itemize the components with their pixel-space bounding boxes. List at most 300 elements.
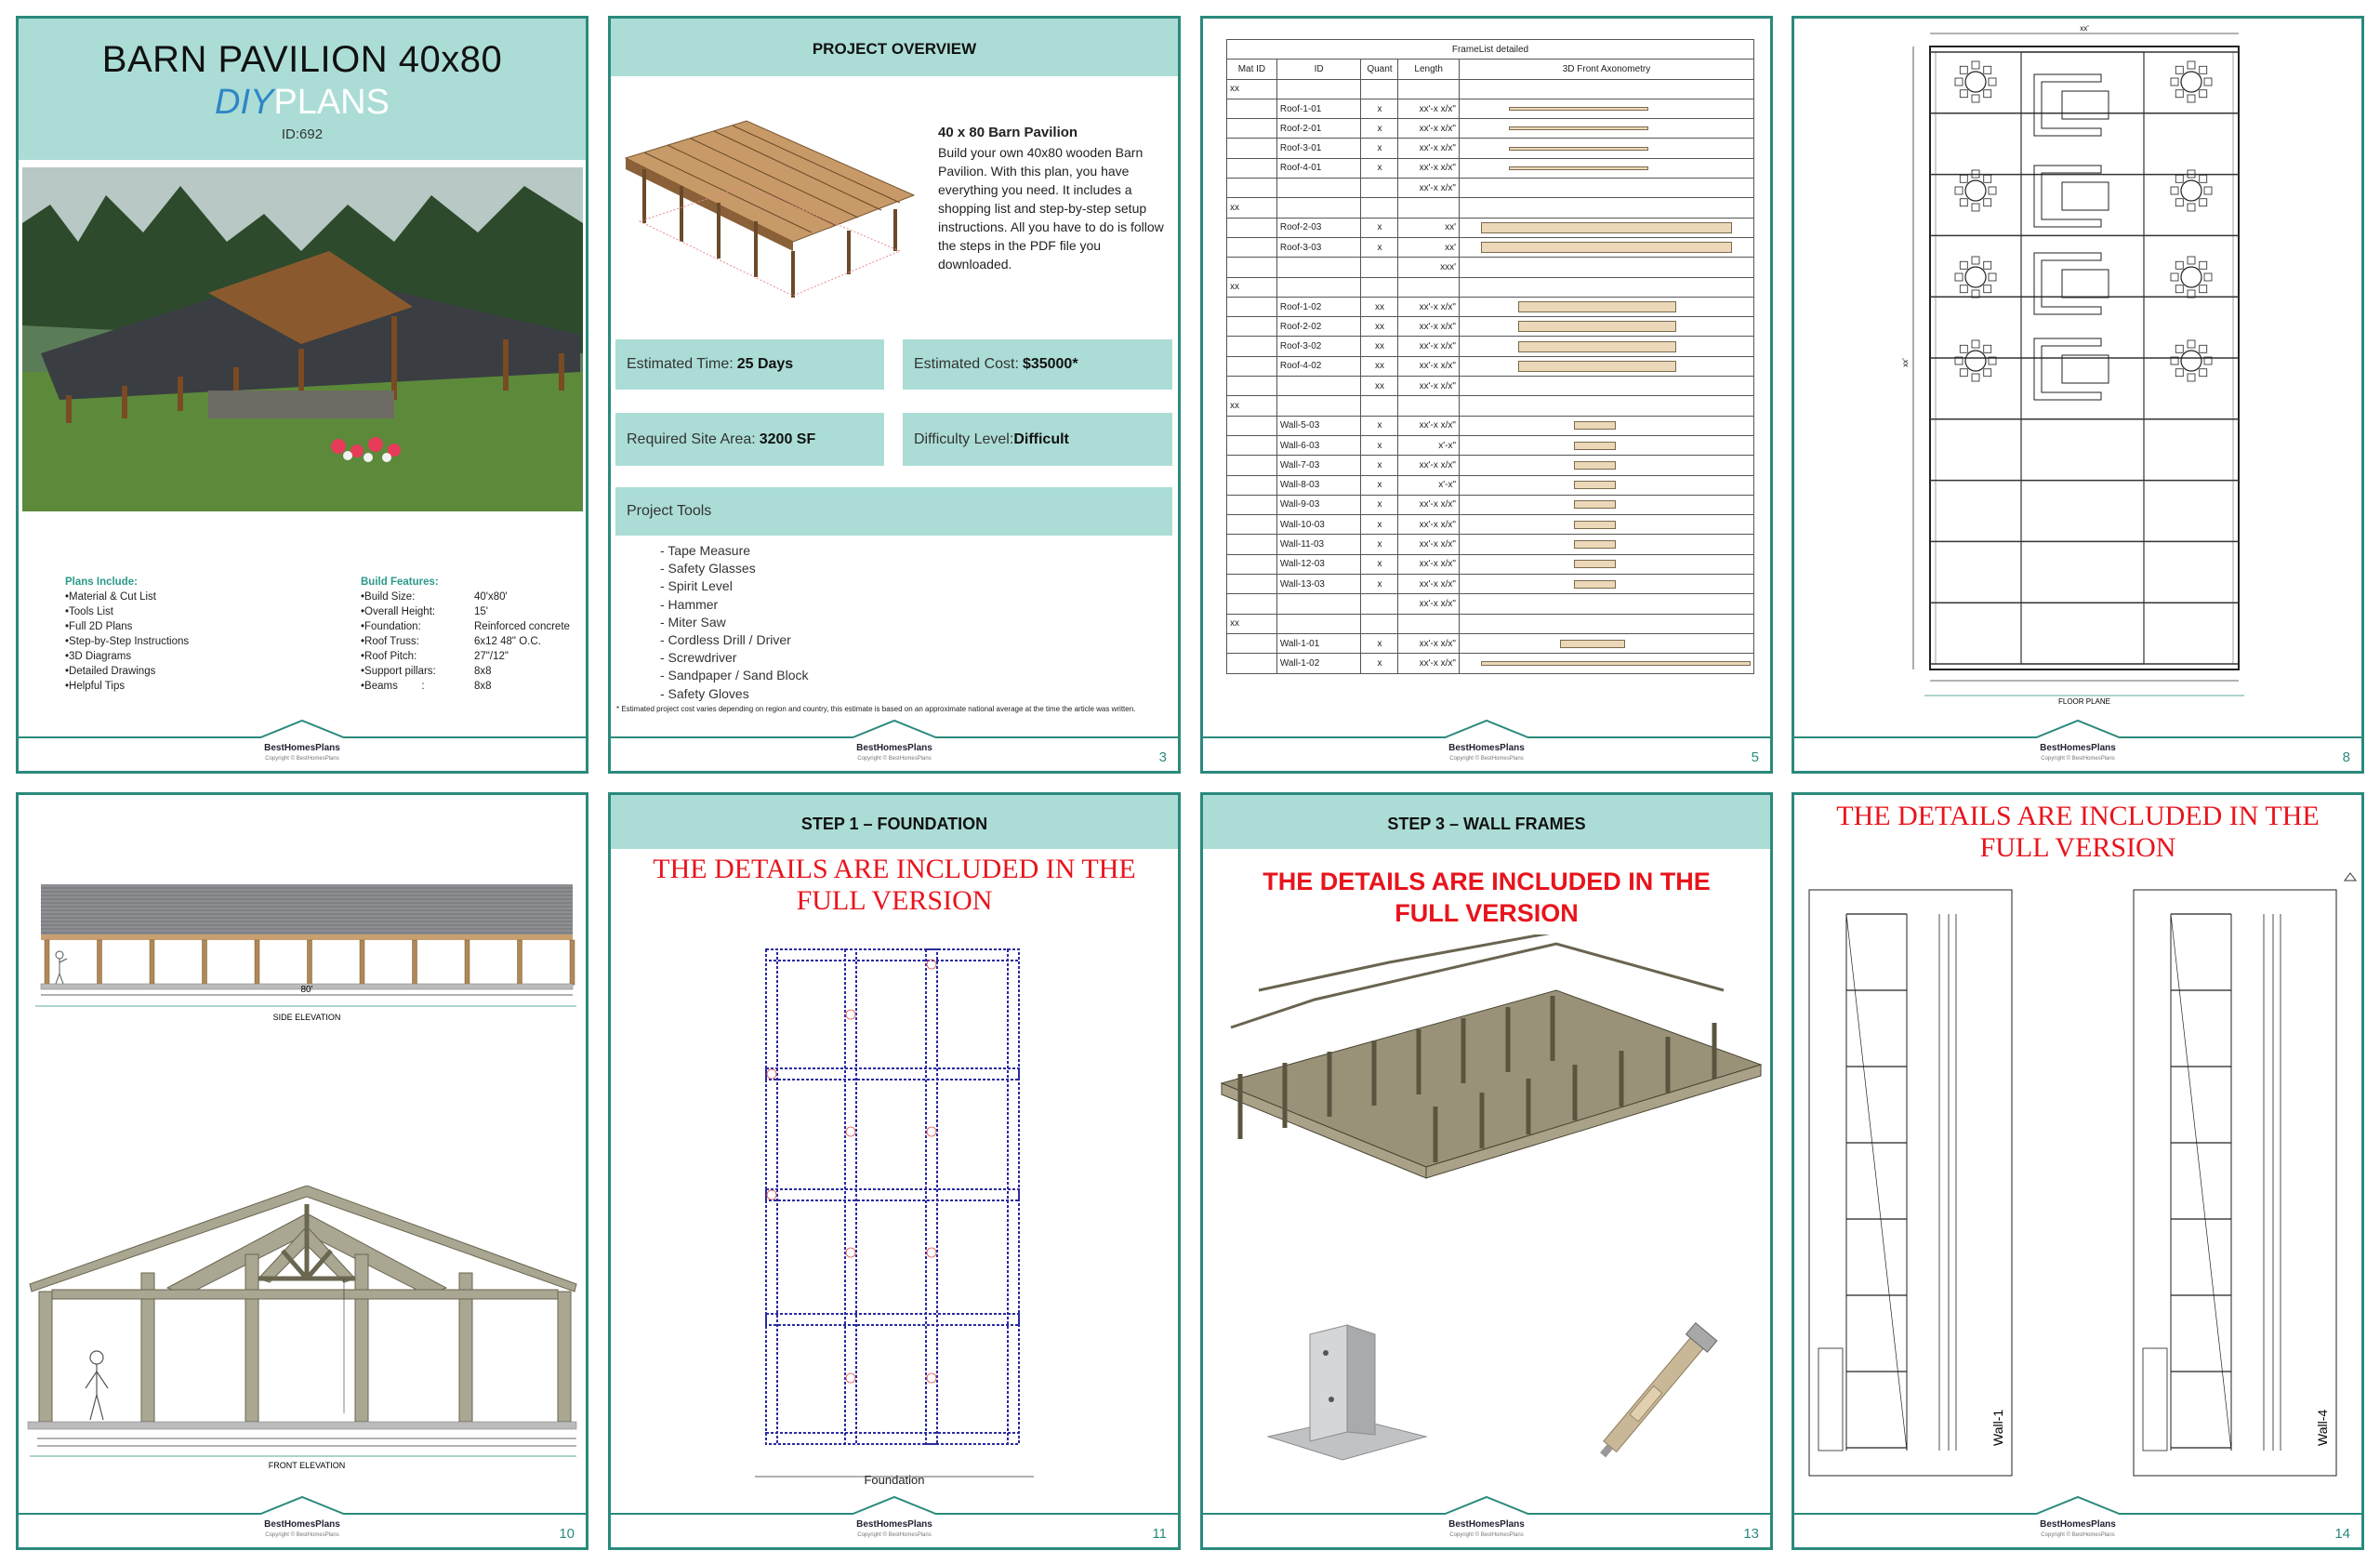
cell-len: xx'-x x/x"	[1398, 158, 1460, 178]
cell-mat	[1227, 654, 1277, 673]
framelist-table	[1226, 39, 1754, 674]
plans-include-item: •3D Diagrams	[65, 651, 132, 662]
side-elevation-posts	[45, 940, 575, 985]
round-table	[1955, 61, 1996, 102]
chair	[2188, 257, 2195, 264]
cell-id: Roof-1-02	[1276, 297, 1361, 316]
page-footer	[1203, 1491, 1770, 1547]
tool-item: - Tape Measure	[660, 543, 751, 558]
round-table	[1955, 170, 1996, 211]
framelist-row	[1227, 277, 1754, 297]
cell-q: x	[1361, 575, 1398, 594]
framelist-row	[1227, 377, 1754, 396]
framelist-row	[1227, 119, 1754, 139]
cell-id	[1276, 614, 1361, 633]
col-header: ID	[1276, 60, 1361, 79]
footer-roof-line	[19, 715, 586, 743]
anchor-marker	[927, 1373, 936, 1383]
chair	[1972, 204, 1979, 211]
estimated-time	[615, 339, 884, 390]
footing-row	[766, 1068, 1019, 1080]
step1-header: STEP 1 – FOUNDATION	[611, 795, 1178, 849]
chair	[2175, 175, 2183, 182]
feature-value: 6x12 48" O.C.	[474, 636, 541, 647]
feature-key: •Overall Height:	[361, 606, 436, 617]
chair	[1984, 261, 1991, 269]
project-tools-band	[615, 487, 1172, 536]
member-bar	[1574, 521, 1616, 529]
framelist-row	[1227, 158, 1754, 178]
footer-brand: BestHomesPlans	[856, 743, 932, 753]
side-elevation-label: SIDE ELEVATION	[272, 1013, 341, 1022]
cell-q	[1361, 79, 1398, 99]
required-site-area	[615, 413, 884, 466]
cell-mat	[1227, 317, 1277, 337]
cell-mat	[1227, 554, 1277, 574]
cover-title-band	[19, 19, 586, 160]
post	[570, 940, 575, 985]
chair	[2175, 66, 2183, 73]
foundation-caption: Foundation	[864, 1473, 925, 1487]
cell-id	[1276, 198, 1361, 218]
chair	[2200, 66, 2207, 73]
anchor-marker	[846, 1010, 855, 1019]
cell-axonometry	[1460, 416, 1754, 435]
cell-len: xx'-x x/x"	[1398, 99, 1460, 118]
cell-mat	[1227, 416, 1277, 435]
cell-q	[1361, 614, 1398, 633]
member-bar	[1481, 242, 1732, 253]
cell-len: xx'-x x/x"	[1398, 337, 1460, 356]
cell-axonometry	[1460, 396, 1754, 416]
chair	[1960, 285, 1967, 293]
chair	[1972, 95, 1979, 102]
feature-row	[361, 679, 584, 694]
cell-mat: xx	[1227, 277, 1277, 297]
sofa-group	[2034, 253, 2109, 314]
front-elevation-label: FRONT ELEVATION	[268, 1461, 346, 1470]
cell-axonometry	[1460, 317, 1754, 337]
page-footer	[1794, 715, 2361, 771]
plans-include-item: •Tools List	[65, 606, 113, 617]
cell-id	[1276, 258, 1361, 277]
cell-axonometry	[1460, 179, 1754, 198]
cell-axonometry	[1460, 515, 1754, 535]
cell-id: Wall-6-03	[1276, 435, 1361, 455]
cell-len: xx'-x x/x"	[1398, 654, 1460, 673]
footer-copyright: Copyright © BestHomesPlans	[857, 756, 932, 762]
chair	[1960, 369, 1967, 377]
cell-axonometry	[1460, 237, 1754, 257]
floor-beams	[1930, 52, 2239, 664]
framelist-body	[1227, 79, 1754, 673]
anchor-bolt	[1566, 1316, 1752, 1465]
dining-tables	[1955, 61, 2212, 381]
cell-axonometry	[1460, 158, 1754, 178]
cell-id: Roof-4-01	[1276, 158, 1361, 178]
framelist-row	[1227, 475, 1754, 495]
cell-q: xx	[1361, 297, 1398, 316]
overview-header: PROJECT OVERVIEW	[611, 19, 1178, 76]
cell-axonometry	[1460, 297, 1754, 316]
cell-len: xx'-x x/x"	[1398, 515, 1460, 535]
chair	[2188, 340, 2195, 348]
cell-q: xx	[1361, 377, 1398, 396]
footer-copyright: Copyright © BestHomesPlans	[857, 1532, 932, 1538]
details-notice-line1: THE DETAILS ARE INCLUDED IN THE	[1836, 801, 2320, 831]
cell-axonometry	[1460, 79, 1754, 99]
post	[98, 940, 102, 985]
section-detail	[2143, 1348, 2167, 1451]
details-notice-line1: THE DETAILS ARE INCLUDED IN THE	[653, 854, 1136, 884]
wall-1-label: Wall-1	[1990, 1409, 2005, 1446]
cell-len: xx'-x x/x"	[1398, 416, 1460, 435]
estimated-cost-value: $35000*	[1022, 356, 1078, 372]
coffee-table	[2062, 355, 2109, 383]
cell-axonometry	[1460, 356, 1754, 376]
cell-q: x	[1361, 456, 1398, 475]
plans-include-title: Plans Include:	[65, 577, 138, 588]
chair	[2204, 78, 2212, 86]
pavilion-3d-render	[616, 112, 919, 311]
cell-len: xx'-x x/x"	[1398, 456, 1460, 475]
cell-mat	[1227, 575, 1277, 594]
cell-mat	[1227, 237, 1277, 257]
sofa	[2034, 74, 2101, 136]
cell-len: xx'-x x/x"	[1398, 356, 1460, 376]
col-header: Length	[1398, 60, 1460, 79]
framelist-row	[1227, 218, 1754, 237]
member-bar	[1481, 222, 1732, 233]
cell-id: Roof-2-01	[1276, 119, 1361, 139]
member-bar	[1509, 147, 1648, 151]
footer-roof-line	[19, 1491, 586, 1519]
cell-q: x	[1361, 99, 1398, 118]
top-dimension: xx'	[2080, 24, 2089, 33]
cell-mat	[1227, 535, 1277, 554]
table-top	[1965, 180, 1986, 201]
chair	[1955, 78, 1963, 86]
anchor-marker	[846, 1248, 855, 1257]
wall-frames-3d	[1203, 934, 1770, 1213]
chair	[2200, 369, 2207, 377]
framelist-row	[1227, 356, 1754, 376]
details-notice-line2: FULL VERSION	[1395, 899, 1579, 927]
wall-1-drawing	[1818, 914, 1956, 1451]
chair	[2175, 285, 2183, 293]
cell-q	[1361, 277, 1398, 297]
framelist-row	[1227, 495, 1754, 514]
cell-q: x	[1361, 495, 1398, 514]
chair	[1960, 175, 1967, 182]
plans-include-item: •Material & Cut List	[65, 591, 156, 603]
member-bar	[1574, 461, 1616, 470]
post	[413, 940, 417, 985]
cell-id: Wall-1-01	[1276, 633, 1361, 653]
cell-q: xx	[1361, 317, 1398, 337]
wall-4-drawing	[2143, 914, 2281, 1451]
tools-list	[660, 542, 809, 703]
page-number: 5	[1751, 749, 1759, 765]
page-number: 3	[1158, 749, 1167, 765]
member-bar	[1509, 166, 1648, 170]
cell-q	[1361, 396, 1398, 416]
cell-len	[1398, 396, 1460, 416]
cell-axonometry	[1460, 435, 1754, 455]
post-base-bracket	[1259, 1316, 1435, 1465]
framelist-row	[1227, 396, 1754, 416]
framelist-row	[1227, 179, 1754, 198]
tool-item: - Spirit Level	[660, 578, 733, 594]
cell-len: xx'-x x/x"	[1398, 594, 1460, 614]
page-number: 10	[559, 1526, 575, 1542]
col-header: 3D Front Axonometry	[1460, 60, 1754, 79]
plans-include-item: •Step-by-Step Instructions	[65, 636, 190, 647]
difficulty-value: Difficult	[1013, 431, 1069, 447]
framelist-row	[1227, 297, 1754, 316]
framelist-row	[1227, 258, 1754, 277]
feature-value: 40'x80'	[474, 591, 508, 603]
cell-axonometry	[1460, 614, 1754, 633]
member-bar	[1518, 341, 1676, 352]
cell-mat	[1227, 158, 1277, 178]
wall-4-label: Wall-4	[2315, 1409, 2330, 1446]
chair	[2204, 187, 2212, 194]
feature-key: •Roof Pitch:	[361, 651, 417, 662]
round-table	[2171, 257, 2212, 298]
coffee-table	[2062, 270, 2109, 298]
cover-plans: PLANS	[273, 83, 390, 122]
feature-value: Reinforced concrete	[474, 621, 570, 632]
cell-mat	[1227, 99, 1277, 118]
footer-copyright: Copyright © BestHomesPlans	[265, 1532, 339, 1538]
cell-q: x	[1361, 554, 1398, 574]
cell-mat	[1227, 297, 1277, 316]
member-bar	[1518, 301, 1676, 312]
cell-axonometry	[1460, 198, 1754, 218]
chair	[1960, 261, 1967, 269]
page-footer	[1794, 1491, 2361, 1547]
project-tools-label: Project Tools	[627, 503, 712, 519]
cell-len: xx'	[1398, 218, 1460, 237]
feature-row	[361, 604, 584, 619]
member-bar	[1574, 500, 1616, 509]
anchor-marker	[927, 1248, 936, 1257]
framelist-row	[1227, 317, 1754, 337]
cell-axonometry	[1460, 633, 1754, 653]
chair	[2175, 199, 2183, 206]
cell-id: Roof-3-03	[1276, 237, 1361, 257]
cover-diy: DIY	[215, 83, 274, 122]
cell-len: xx'-x x/x"	[1398, 139, 1460, 158]
post	[255, 940, 259, 985]
floor-plan-drawing	[1794, 19, 2361, 707]
footer-copyright: Copyright © BestHomesPlans	[1449, 756, 1524, 762]
cell-axonometry	[1460, 475, 1754, 495]
cell-axonometry	[1460, 218, 1754, 237]
sofa	[2034, 253, 2101, 314]
chair	[1984, 199, 1991, 206]
side-dimension: 80'	[300, 985, 313, 995]
cell-mat	[1227, 435, 1277, 455]
chair	[2188, 61, 2195, 69]
cell-q: xx	[1361, 356, 1398, 376]
member-bar	[1560, 640, 1625, 648]
side-elevation-drawing	[19, 795, 586, 1037]
front-elevation-drawing	[19, 1186, 586, 1474]
table-top	[1965, 72, 1986, 92]
member-bar	[1574, 442, 1616, 450]
cell-q: x	[1361, 435, 1398, 455]
details-notice	[1203, 866, 1770, 929]
cell-len: xx'-x x/x"	[1398, 535, 1460, 554]
footer-copyright: Copyright © BestHomesPlans	[2041, 1532, 2115, 1538]
cover-id: ID:692	[281, 126, 324, 142]
framelist-row	[1227, 435, 1754, 455]
table-top	[1965, 351, 1986, 371]
cell-mat: xx	[1227, 614, 1277, 633]
chair	[1972, 340, 1979, 348]
member-bar	[1509, 107, 1648, 111]
footer-brand: BestHomesPlans	[1448, 743, 1525, 753]
cost-footnote: * Estimated project cost varies depending on region and country, this estimate is based on an approximate national average at the time the article was written.	[616, 705, 1136, 713]
cell-len: xx'-x x/x"	[1398, 377, 1460, 396]
cell-mat	[1227, 356, 1277, 376]
framelist-page	[1200, 16, 1773, 774]
cell-id: Wall-5-03	[1276, 416, 1361, 435]
page-number: 14	[2334, 1526, 2350, 1542]
round-table	[2171, 340, 2212, 381]
product-description: Build your own 40x80 wooden Barn Pavilion. With this plan, you have everything you need. It includes a shopping list and step-by-step setup instructions. All you have to do is follow the steps in the PDF file you downloaded.	[938, 145, 1164, 272]
chair	[2188, 374, 2195, 381]
chair	[1960, 90, 1967, 98]
framelist-row	[1227, 633, 1754, 653]
anchor-marker	[846, 1127, 855, 1136]
round-table	[1955, 340, 1996, 381]
anchor-marker	[767, 1069, 776, 1079]
section-detail	[1818, 1348, 1843, 1451]
estimated-cost	[903, 339, 1172, 390]
site-area-label: Required Site Area:	[627, 431, 756, 447]
anchor-marker	[846, 1373, 855, 1383]
cell-axonometry	[1460, 554, 1754, 574]
member-bar	[1574, 540, 1616, 549]
estimated-cost-label: Estimated Cost:	[914, 356, 1019, 372]
estimated-time-label: Estimated Time:	[627, 356, 734, 372]
tool-item: - Safety Glasses	[660, 561, 756, 577]
cell-mat	[1227, 495, 1277, 514]
framelist-title: FrameList detailed	[1227, 40, 1754, 60]
cell-q: x	[1361, 139, 1398, 158]
details-page	[1792, 792, 2364, 1550]
details-notice-line2: FULL VERSION	[1979, 832, 2176, 863]
col-header: Quant	[1361, 60, 1398, 79]
chair	[1960, 199, 1967, 206]
cell-id: Wall-10-03	[1276, 515, 1361, 535]
chair	[2175, 90, 2183, 98]
cell-axonometry	[1460, 575, 1754, 594]
foundation-blueprint	[611, 795, 1178, 1483]
wall-detail-drawings	[1794, 795, 2361, 1483]
cell-mat	[1227, 475, 1277, 495]
overview-page	[608, 16, 1181, 774]
chair	[1989, 187, 1996, 194]
footer-roof-line	[1794, 1491, 2361, 1519]
chair	[2200, 199, 2207, 206]
cell-id: Roof-3-02	[1276, 337, 1361, 356]
chair	[2175, 345, 2183, 352]
cell-mat	[1227, 139, 1277, 158]
post	[360, 940, 364, 985]
footer-roof-line	[1203, 1491, 1770, 1519]
feature-row	[361, 664, 584, 679]
footing-column	[845, 949, 856, 1444]
chair	[1955, 187, 1963, 194]
footer-copyright: Copyright © BestHomesPlans	[2041, 756, 2115, 762]
cover-subtitle	[19, 83, 586, 123]
post	[308, 940, 312, 985]
brace	[1846, 914, 1907, 1451]
cell-len: xx'-x x/x"	[1398, 317, 1460, 337]
framelist-row	[1227, 575, 1754, 594]
cell-q: x	[1361, 218, 1398, 237]
page-footer	[1203, 715, 1770, 771]
round-table	[1955, 257, 1996, 298]
coffee-table	[2062, 182, 2109, 210]
cell-len: xx'-x x/x"	[1398, 297, 1460, 316]
footing-row	[766, 1189, 1019, 1200]
cell-q: x	[1361, 237, 1398, 257]
feature-value: 27"/12"	[474, 651, 509, 662]
feature-key: •Roof Truss:	[361, 636, 419, 647]
cell-axonometry	[1460, 119, 1754, 139]
cell-q	[1361, 594, 1398, 614]
table-top	[2181, 267, 2202, 287]
framelist-row	[1227, 594, 1754, 614]
chair	[1989, 273, 1996, 281]
difficulty-level	[903, 413, 1172, 466]
cell-len: xx'-x x/x"	[1398, 119, 1460, 139]
member-bar	[1574, 560, 1616, 568]
feature-row	[361, 619, 584, 634]
footer-copyright: Copyright © BestHomesPlans	[1449, 1532, 1524, 1538]
post	[150, 940, 154, 985]
feature-row	[361, 590, 584, 604]
chair	[1960, 66, 1967, 73]
footer-brand: BestHomesPlans	[2040, 1519, 2116, 1530]
member-bar	[1509, 126, 1648, 130]
chair	[2175, 369, 2183, 377]
footer-roof-line	[611, 715, 1178, 743]
feature-key: •Support pillars:	[361, 666, 436, 677]
cell-q: x	[1361, 515, 1398, 535]
cell-id	[1276, 594, 1361, 614]
cell-len: xx'	[1398, 237, 1460, 257]
cell-q: xx	[1361, 337, 1398, 356]
person-figure	[56, 951, 67, 984]
cell-len: x'-x"	[1398, 435, 1460, 455]
floorplan-page	[1792, 16, 2364, 774]
footing-column	[926, 949, 937, 1444]
footing-column	[1008, 949, 1019, 1444]
cell-mat: xx	[1227, 79, 1277, 99]
sofa-group	[2034, 74, 2109, 136]
post	[203, 940, 207, 985]
chair	[2200, 285, 2207, 293]
cell-id: Wall-9-03	[1276, 495, 1361, 514]
cell-id: Wall-1-02	[1276, 654, 1361, 673]
cover-title: BARN PAVILION 40x80	[101, 39, 503, 80]
